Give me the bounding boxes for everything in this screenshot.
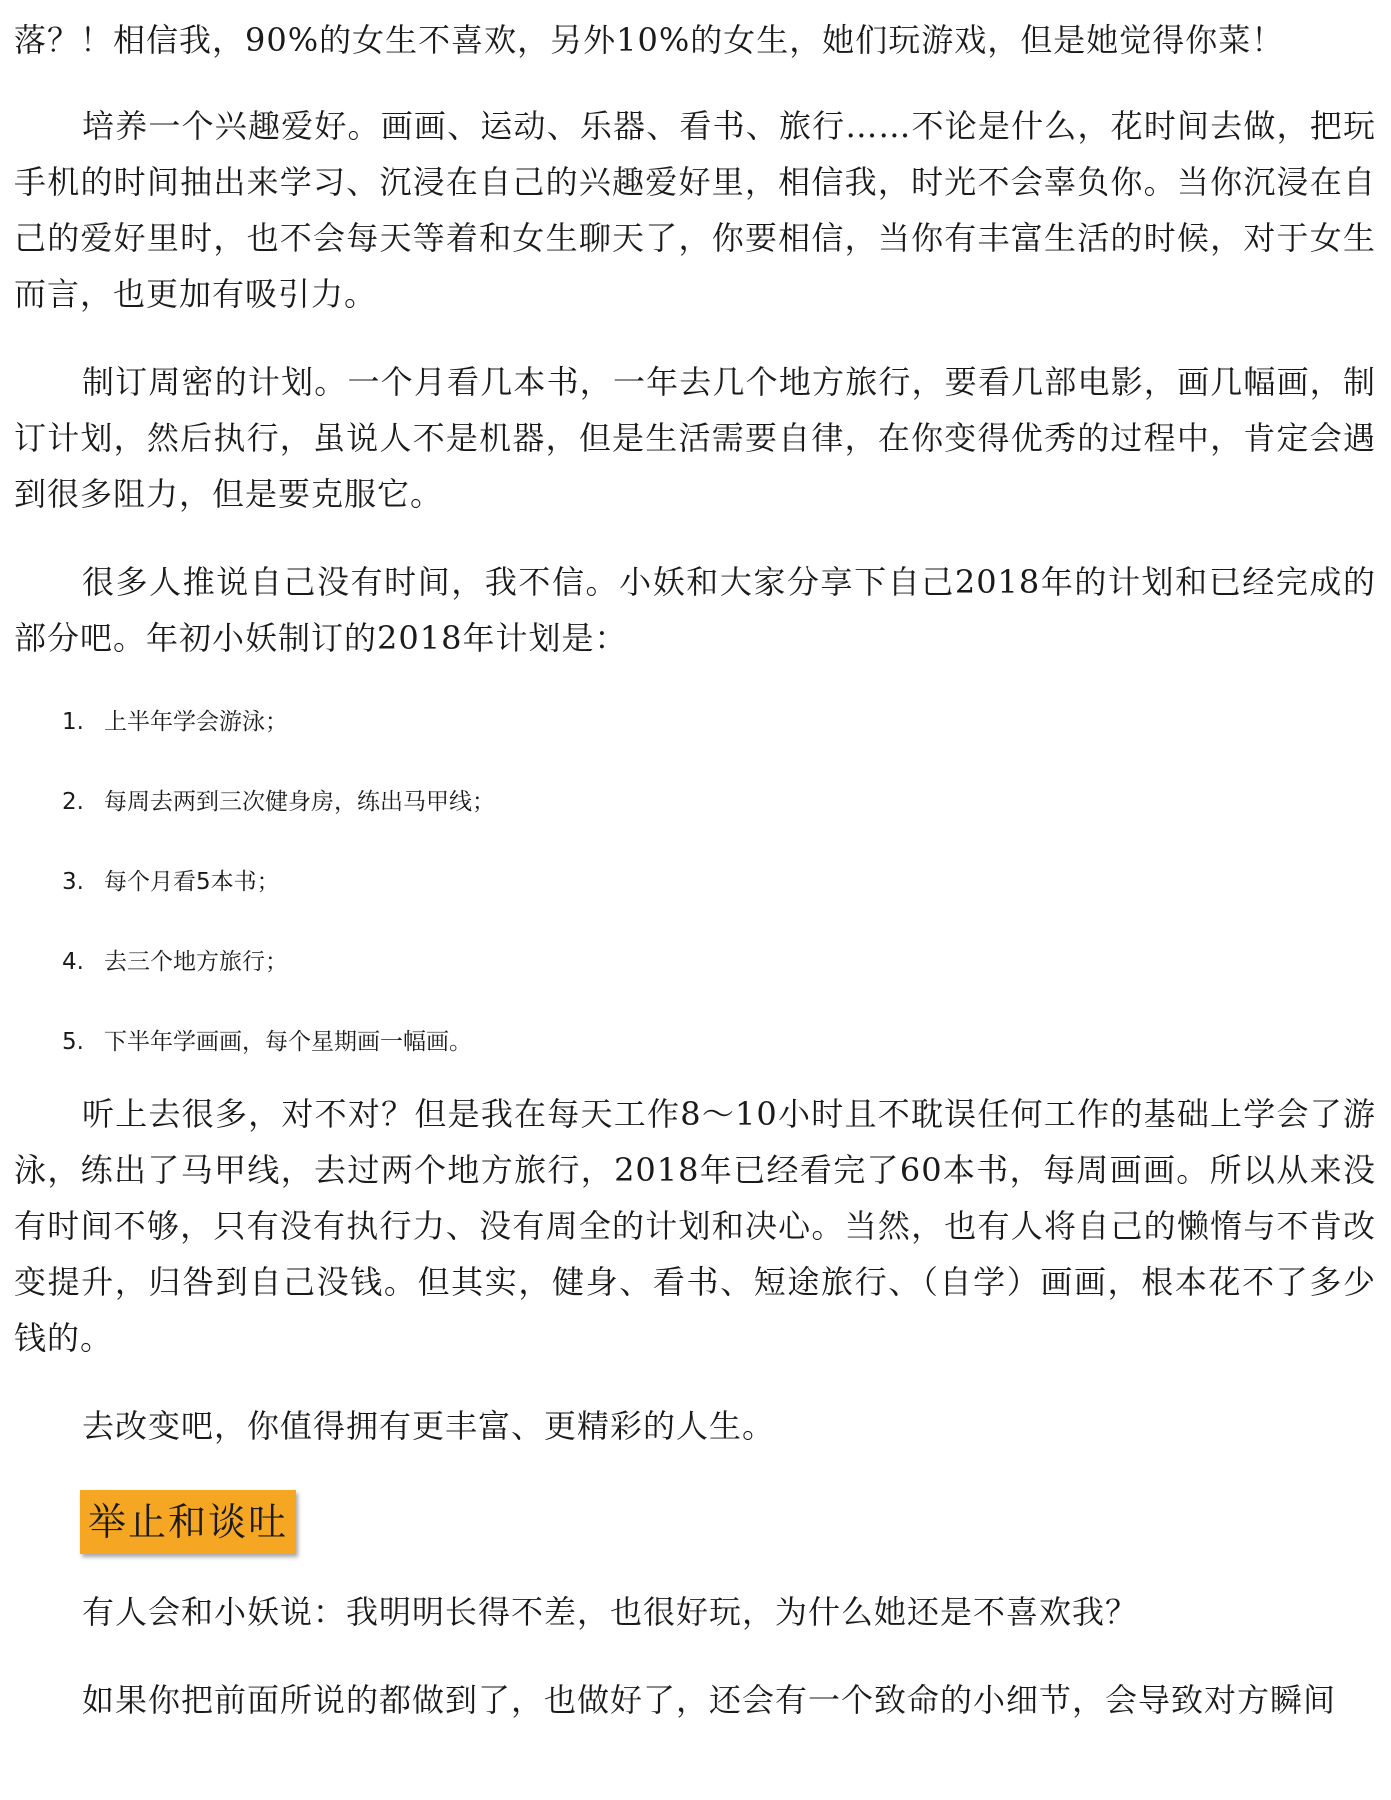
list-item-number: 2.	[62, 789, 84, 815]
list-item-text: 上半年学会游泳；	[104, 709, 288, 735]
list-item-text: 下半年学画画，每个星期画一幅画。	[104, 1029, 472, 1055]
list-item-text: 每周去两到三次健身房，练出马甲线；	[104, 789, 495, 815]
paragraph-plan: 制订周密的计划。一个月看几本书，一年去几个地方旅行，要看几部电影，画几幅画，制订计划，然后执行，虽说人不是机器，但是生活需要自律，在你变得优秀的过程中，肯定会遇到很多阻力，但是要克服它。	[14, 363, 1376, 513]
plan-list	[62, 694, 495, 1094]
paragraph-no-time: 很多人推说自己没有时间，我不信。小妖和大家分享下自己2018年的计划和已经完成的部分吧。年初小妖制订的2018年计划是：	[14, 563, 1376, 657]
paragraph-hobby: 培养一个兴趣爱好。画画、运动、乐器、看书、旅行……不论是什么，花时间去做，把玩手机的时间抽出来学习、沉浸在自己的兴趣爱好里，相信我，时光不会辜负你。当你沉浸在自己的爱好里时，也不会每天等着和女生聊天了，你要相信，当你有丰富生活的时候，对于女生而言，也更加有吸引力。	[14, 107, 1376, 313]
list-item-number: 3.	[62, 869, 84, 895]
paragraph-change: 去改变吧，你值得拥有更丰富、更精彩的人生。	[82, 1407, 776, 1445]
list-item-text: 每个月看5本书；	[104, 869, 280, 895]
list-item-number: 1.	[62, 709, 84, 735]
list-item	[62, 694, 495, 774]
section-heading: 举止和谈吐	[80, 1490, 296, 1554]
paragraph-detail: 如果你把前面所说的都做到了，也做好了，还会有一个致命的小细节，会导致对方瞬间	[82, 1681, 1337, 1719]
paragraph-question: 有人会和小妖说：我明明长得不差，也很好玩，为什么她还是不喜欢我？	[82, 1593, 1139, 1631]
list-item	[62, 774, 495, 854]
list-item	[62, 854, 495, 934]
list-item	[62, 1014, 495, 1094]
paragraph-continuation: 落？！相信我，90%的女生不喜欢，另外10%的女生，她们玩游戏，但是她觉得你菜！	[14, 21, 1285, 59]
list-item	[62, 934, 495, 1014]
list-item-number: 5.	[62, 1029, 84, 1055]
list-item-text: 去三个地方旅行；	[104, 949, 288, 975]
list-item-number: 4.	[62, 949, 84, 975]
paragraph-results: 听上去很多，对不对？但是我在每天工作8～10小时且不耽误任何工作的基础上学会了游泳，练出了马甲线，去过两个地方旅行，2018年已经看完了60本书，每周画画。所以从来没有时间不够，只有没有执行力、没有周全的计划和决心。当然，也有人将自己的懒惰与不肯改变提升，归咎到自己没钱。但其实，健身、看书、短途旅行、（自学）画画，根本花不了多少钱的。	[14, 1095, 1376, 1357]
